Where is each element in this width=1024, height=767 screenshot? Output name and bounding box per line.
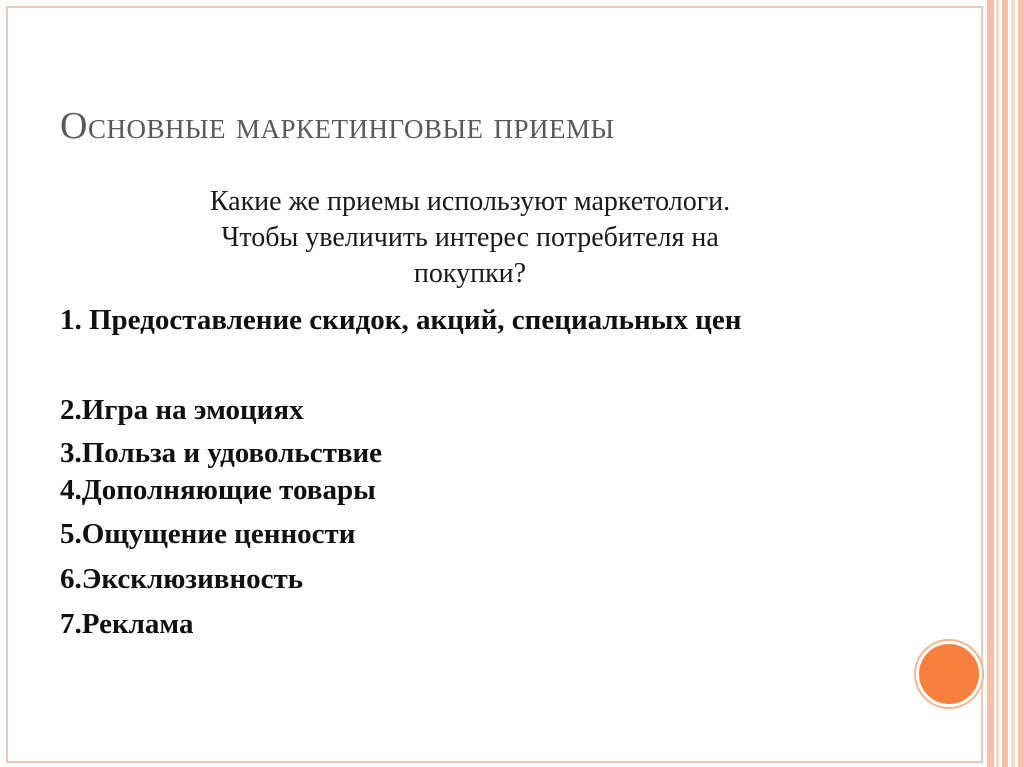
decorative-stripe [1018, 0, 1024, 767]
question-line: Какие же приемы используют маркетологи. [209, 186, 731, 217]
decorative-stripe [1011, 0, 1015, 767]
decorative-circle [916, 641, 982, 707]
technique-item: 6.Эксклюзивность [60, 563, 304, 595]
slide-question [60, 184, 880, 292]
technique-item: 7.Реклама [60, 608, 194, 640]
technique-item: 3.Польза и удовольствие [60, 437, 383, 469]
technique-item: 2.Игра на эмоциях [60, 394, 304, 426]
decorative-stripe [987, 0, 994, 767]
question-line: Чтобы увеличить интерес потребителя на [221, 222, 719, 253]
technique-item: 5.Ощущение ценности [60, 518, 356, 550]
decorative-stripe [996, 0, 999, 767]
decorative-stripe [1002, 0, 1008, 767]
slide-title: Основные маркетинговые приемы [60, 105, 615, 147]
technique-item: 1. Предоставление скидок, акций, специальных цен [60, 304, 742, 336]
technique-item: 4.Дополняющие товары [60, 474, 376, 506]
question-line: покупки? [413, 258, 527, 289]
